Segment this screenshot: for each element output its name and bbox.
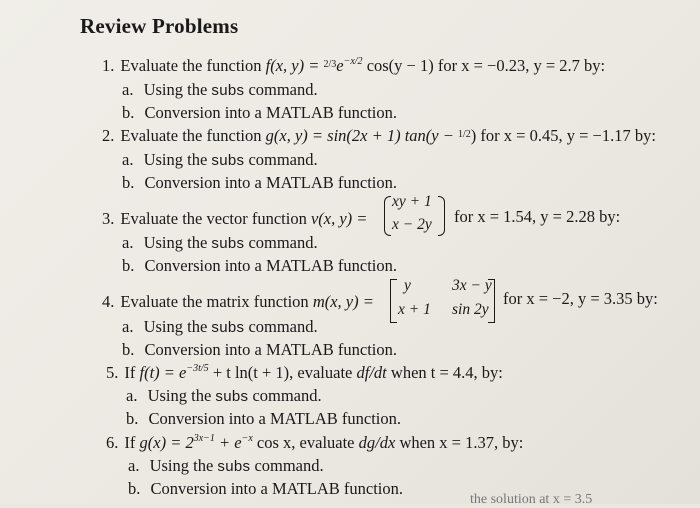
function-expression-mid: + e	[214, 433, 242, 452]
matrix-entry-12: 3x − y	[452, 277, 492, 294]
problem-number: 1.	[102, 56, 115, 75]
problem-3-statement	[102, 209, 367, 229]
problem-number: 6.	[106, 433, 119, 452]
option-text: Conversion into a MATLAB function.	[144, 103, 398, 122]
option-text: command.	[244, 80, 318, 99]
matrix-entry-11: y	[404, 277, 411, 294]
option-text: Using the	[143, 317, 212, 336]
problem-text: Evaluate the vector function	[120, 209, 311, 228]
function-expression-rest: + t ln(t + 1), evaluate	[208, 363, 357, 382]
option-text: Using the	[143, 80, 212, 99]
problem-text: If	[124, 433, 140, 452]
option-text: command.	[244, 317, 318, 336]
condition-text: when t = 4.4, by:	[386, 363, 503, 382]
code-keyword: subs	[217, 458, 251, 475]
option-label: a.	[126, 386, 138, 405]
right-bracket	[488, 279, 495, 323]
option-text: Conversion into a MATLAB function.	[148, 409, 402, 428]
problem-3-option-a	[122, 233, 318, 253]
option-label: a.	[122, 150, 134, 169]
code-keyword: subs	[211, 152, 245, 169]
exponent: −x/2	[343, 56, 363, 67]
option-label: b.	[122, 173, 135, 192]
option-text: command.	[248, 386, 322, 405]
problem-6-option-a	[128, 456, 324, 476]
code-keyword: subs	[215, 388, 249, 405]
option-text: Conversion into a MATLAB function.	[144, 173, 398, 192]
function-expression: m(x, y) =	[312, 292, 374, 311]
problem-number: 5.	[106, 363, 119, 382]
problem-4-option-a	[122, 317, 318, 337]
problem-4-condition: for x = −2, y = 3.35 by:	[503, 289, 658, 308]
vector-top-entry: xy + 1	[392, 193, 432, 210]
problem-text: If	[124, 363, 140, 382]
option-text: Conversion into a MATLAB function.	[150, 479, 404, 498]
option-text: Using the	[143, 233, 212, 252]
problem-number: 2.	[102, 126, 115, 145]
fraction: 2/3	[323, 59, 337, 70]
problem-5-option-b	[126, 409, 401, 429]
matrix-entry-21: x + 1	[398, 301, 431, 318]
option-label: b.	[122, 103, 135, 122]
option-label: b.	[122, 340, 135, 359]
matrix-entry-22: sin 2y	[452, 301, 489, 318]
option-text: command.	[244, 233, 318, 252]
problem-3-option-b	[122, 256, 397, 276]
problem-text: Evaluate the matrix function	[120, 292, 313, 311]
option-text: command.	[250, 456, 324, 475]
cutoff-text: the solution at x = 3.5	[470, 492, 593, 507]
option-label: a.	[122, 80, 134, 99]
option-text: command.	[244, 150, 318, 169]
problem-1-option-b	[122, 103, 397, 123]
exponent: −x	[241, 433, 253, 444]
derivative-expression: dg/dx	[358, 433, 396, 452]
option-text: Using the	[149, 456, 218, 475]
problem-5-option-a	[126, 386, 322, 406]
option-label: a.	[128, 456, 140, 475]
function-expression-rest: cos x, evaluate	[252, 433, 359, 452]
derivative-expression: df/dt	[356, 363, 387, 382]
function-expression: g(x) = 2	[139, 433, 194, 452]
function-expression-rest: )	[470, 126, 477, 145]
function-expression: v(x, y) =	[310, 209, 368, 228]
code-keyword: subs	[211, 235, 245, 252]
problem-number: 4.	[102, 292, 115, 311]
problem-6-option-b	[128, 479, 403, 499]
problem-text: Evaluate the function	[120, 126, 266, 145]
exponent: 3x−1	[193, 433, 215, 444]
fraction: 1/2	[458, 129, 471, 140]
option-label: b.	[128, 479, 141, 498]
function-expression: g(x, y) = sin(2x + 1) tan(y −	[265, 126, 459, 145]
option-label: b.	[126, 409, 139, 428]
exponent: −3t/5	[186, 363, 209, 374]
problem-2-statement	[102, 126, 656, 146]
option-text: Using the	[143, 150, 212, 169]
problem-number: 3.	[102, 209, 115, 228]
problem-2-option-a	[122, 150, 318, 170]
page-title: Review Problems	[80, 14, 239, 38]
problem-6-statement	[106, 433, 523, 453]
right-brace	[438, 196, 445, 236]
condition-text: for x = −0.23, y = 2.7 by:	[433, 56, 606, 75]
option-label: a.	[122, 233, 134, 252]
option-text: Using the	[147, 386, 216, 405]
vector-bottom-entry: x − 2y	[392, 216, 432, 233]
problem-1-option-a	[122, 80, 318, 100]
option-label: a.	[122, 317, 134, 336]
function-expression-rest: cos(y − 1)	[362, 56, 434, 75]
problem-2-option-b	[122, 173, 397, 193]
left-brace	[384, 196, 391, 236]
problem-1-statement	[102, 56, 605, 76]
function-expression: f(x, y) =	[265, 56, 324, 75]
option-label: b.	[122, 256, 135, 275]
problem-5-statement	[106, 363, 503, 383]
code-keyword: subs	[211, 82, 245, 99]
condition-text: for x = 0.45, y = −1.17 by:	[476, 126, 656, 145]
function-expression: f(t) = e	[139, 363, 187, 382]
option-text: Conversion into a MATLAB function.	[144, 256, 398, 275]
condition-text: when x = 1.37, by:	[395, 433, 524, 452]
exponent-base: e	[336, 56, 344, 75]
left-bracket	[390, 279, 397, 323]
problem-text: Evaluate the function	[120, 56, 266, 75]
problem-4-option-b	[122, 340, 397, 360]
problem-3-condition: for x = 1.54, y = 2.28 by:	[454, 207, 621, 226]
problem-4-statement	[102, 292, 374, 312]
code-keyword: subs	[211, 319, 245, 336]
option-text: Conversion into a MATLAB function.	[144, 340, 398, 359]
